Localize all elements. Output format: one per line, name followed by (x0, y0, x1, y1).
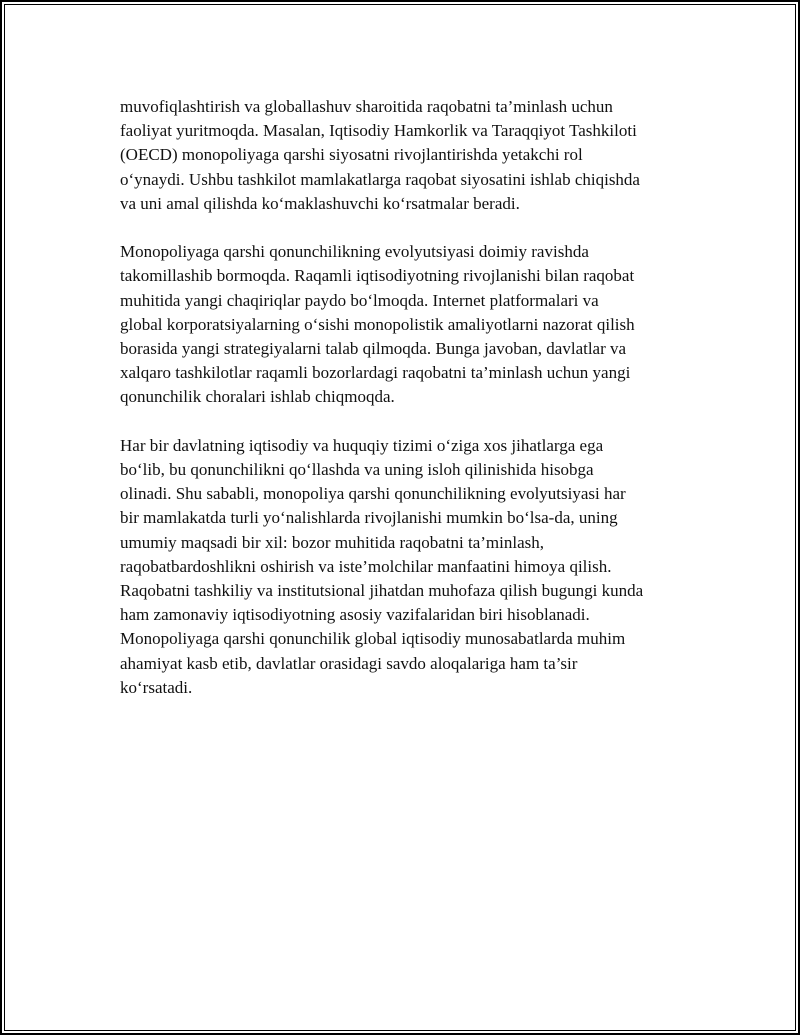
text-line: bir mamlakatda turli yo‘nalishlarda rivojlanishi mumkin bo‘lsa-da, uning (120, 508, 618, 528)
text-line: raqobatbardoshlikni oshirish va iste’molchilar manfaatini himoya qilish. (120, 556, 612, 576)
text-line: global korporatsiyalarning o‘sishi monopolistik amaliyotlarni nazorat qilish (120, 314, 635, 334)
text-line: va uni amal qilishda ko‘maklashuvchi ko‘rsatmalar beradi. (120, 193, 520, 213)
text-line: bo‘lib, bu qonunchilikni qo‘llashda va uning isloh qilinishida hisobga (120, 460, 594, 480)
text-line: Monopoliyaga qarshi qonunchilikning evolyutsiyasi doimiy ravishda (120, 242, 589, 262)
text-line: ahamiyat kasb etib, davlatlar orasidagi savdo aloqalariga ham ta’sir (120, 653, 578, 673)
paragraph-legislation-evolution (120, 240, 710, 409)
text-line: o‘ynaydi. Ushbu tashkilot mamlakatlarga raqobat siyosatini ishlab chiqishda (120, 169, 640, 189)
text-line: Raqobatni tashkiliy va institutsional jihatdan muhofaza qilish bugungi kunda (120, 581, 644, 601)
text-line: olinadi. Shu sababli, monopoliya qarshi qonunchilikning evolyutsiyasi har (120, 484, 626, 504)
text-line: ko‘rsatadi. (120, 677, 193, 697)
text-line: umumiy maqsadi bir xil: bozor muhitida raqobatni ta’minlash, (120, 532, 544, 552)
text-line: (OECD) monopoliyaga qarshi siyosatni rivojlantirishda yetakchi rol (120, 145, 583, 165)
text-line: qonunchilik choralari ishlab chiqmoqda. (120, 387, 395, 407)
text-line: takomillashib bormoqda. Raqamli iqtisodiyotning rivojlanishi bilan raqobat (120, 266, 635, 286)
text-line: xalqaro tashkilotlar raqamli bozorlardagi raqobatni ta’minlash uchun yangi (120, 363, 631, 383)
text-line: Monopoliyaga qarshi qonunchilik global iqtisodiy munosabatlarda muhim (120, 629, 626, 649)
text-line: muhitida yangi chaqiriqlar paydo bo‘lmoqda. Internet platformalari va (120, 290, 599, 310)
paragraph-national-systems (120, 434, 710, 700)
text-line: Har bir davlatning iqtisodiy va huquqiy tizimi o‘ziga xos jihatlarga ega (120, 435, 604, 455)
text-line: muvofiqlashtirish va globallashuv sharoitida raqobatni ta’minlash uchun (120, 97, 613, 116)
document-body (120, 95, 710, 700)
text-line: ham zamonaviy iqtisodiyotning asosiy vazifalaridan biri hisoblanadi. (120, 605, 590, 625)
text-line: faoliyat yuritmoqda. Masalan, Iqtisodiy Hamkorlik va Taraqqiyot Tashkiloti (120, 121, 637, 141)
text-line: borasida yangi strategiyalarni talab qilmoqda. Bunga javoban, davlatlar va (120, 339, 627, 359)
paragraph-oecd-role (120, 95, 710, 216)
